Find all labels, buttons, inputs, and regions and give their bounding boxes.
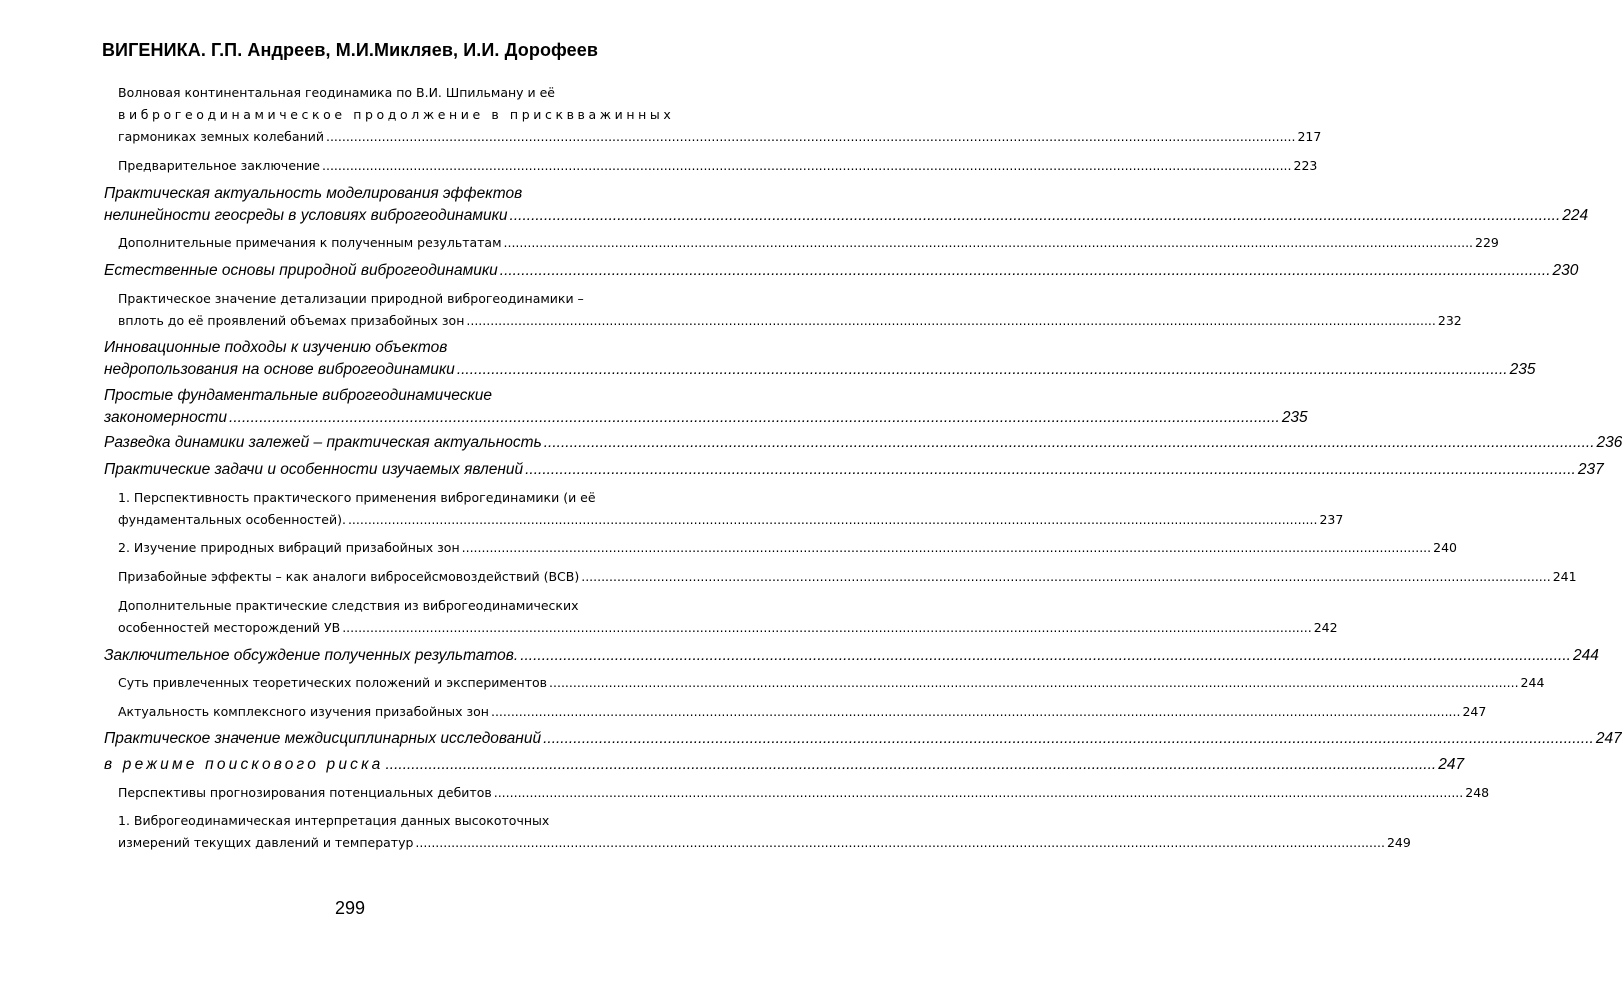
toc-page-number: 235 [1281, 409, 1308, 426]
toc-entry-line: Дополнительные практические следствия из виброгеодинамических [118, 598, 579, 613]
toc-page-number: 244 [1520, 675, 1545, 690]
toc-entry-line: 1. Виброгеодинамическая интерпретация данных высокоточных [118, 813, 550, 828]
toc-entry-line: Инновационные подходы к изучению объектов [104, 339, 448, 356]
toc-entry[interactable] [118, 672, 1545, 694]
toc-entry[interactable] [118, 782, 1490, 804]
toc-entry-line: 1. Перспективность практического применения виброгединамики (и её [118, 490, 596, 505]
toc-entry-title: Естественные основы природной виброгеодинамики [104, 262, 498, 279]
toc-entry[interactable] [118, 232, 1499, 254]
toc-page-number: 247 [1462, 704, 1487, 719]
toc-entry-title: измерений текущих давлений и температур [118, 835, 414, 850]
toc-entry-title: Практическое значение междисциплинарных исследований [104, 730, 542, 747]
toc-page-number: 236 [1596, 434, 1622, 451]
toc-page-number: 241 [1552, 569, 1577, 584]
toc-page-number: 229 [1475, 235, 1499, 250]
toc-leader-dots [415, 832, 1385, 854]
toc-page-number: 249 [1386, 835, 1411, 850]
toc-leader-dots [385, 754, 1436, 776]
toc-entry[interactable] [104, 183, 1589, 227]
toc-entry-line: Практическая актуальность моделирования эффектов [104, 185, 523, 202]
toc-entry-title: Практические задачи и особенности изучаемых явлений [104, 461, 524, 478]
toc-entry[interactable] [118, 537, 1457, 559]
toc-entry-line: Практическое значение детализации природной виброгеодинамики – [118, 291, 584, 306]
toc-leader-dots [326, 126, 1296, 148]
toc-entry-line: Простые фундаментальные виброгеодинамические [104, 387, 492, 404]
toc-page-number: 217 [1297, 129, 1322, 144]
toc-leader-dots [504, 232, 1474, 254]
toc-entry-title: Призабойные эффекты – как аналоги вибросейсмовоздействий (ВСВ) [118, 569, 580, 584]
toc-leader-dots [457, 359, 1508, 381]
toc-entry-title: 2. Изучение природных вибраций призабойных зон [118, 540, 460, 555]
toc-entry-title: недропользования на основе виброгеодинамики [104, 361, 455, 378]
toc-entry[interactable] [118, 595, 1338, 639]
toc-entry-title: нелинейности геосреды в условиях виброгеодинамики [104, 207, 508, 224]
toc-leader-dots [500, 260, 1551, 282]
toc-entry-title: Заключительное обсуждение полученных результатов. [104, 647, 519, 664]
toc-entry[interactable] [104, 728, 1622, 750]
toc-page-number: 240 [1433, 540, 1457, 555]
toc-leader-dots [466, 310, 1436, 332]
toc-entry-title: Актуальность комплексного изучения призабойных зон [118, 704, 489, 719]
toc-leader-dots [581, 566, 1551, 588]
toc-leader-dots [322, 155, 1292, 177]
toc-entry-title: Перспективы прогнозирования потенциальных дебитов [118, 785, 492, 800]
toc-entry[interactable] [118, 155, 1318, 177]
toc-leader-dots [229, 407, 1280, 429]
toc-leader-dots [520, 645, 1571, 667]
toc-entry[interactable] [118, 701, 1487, 723]
toc-leader-dots [462, 537, 1432, 559]
toc-entry[interactable] [118, 810, 1411, 854]
toc-page-number: 247 [1595, 730, 1622, 747]
toc-page-number: 247 [1438, 756, 1465, 773]
toc-entry[interactable] [104, 754, 1465, 776]
toc-page-number: 230 [1552, 262, 1579, 279]
page-number: 299 [334, 898, 366, 918]
toc-leader-dots [491, 701, 1461, 723]
toc-leader-dots [494, 782, 1464, 804]
toc-page-number: 224 [1562, 207, 1589, 224]
toc-leader-dots [543, 728, 1594, 750]
toc-page-number: 244 [1572, 647, 1599, 664]
toc-entry[interactable] [104, 645, 1599, 667]
toc-leader-dots [342, 617, 1312, 639]
toc-page-number: 237 [1577, 461, 1604, 478]
toc-entry[interactable] [104, 432, 1622, 454]
toc-entry[interactable] [118, 487, 1344, 531]
running-header: ВИГЕНИКА. Г.П. Андреев, М.И.Микляев, И.И. Дорофеев [101, 40, 599, 60]
toc-page-number: 237 [1319, 512, 1344, 527]
toc-entry-title: вплоть до её проявлений объемах призабойных зон [118, 313, 465, 328]
toc-entry-title: особенностей месторождений УВ [118, 620, 341, 635]
toc-leader-dots [348, 509, 1318, 531]
toc-entry-title: Дополнительные примечания к полученным результатам [118, 235, 502, 250]
toc-entry-line: Волновая континентальная геодинамика по В.И. Шпильману и её [118, 85, 555, 100]
toc-leader-dots [525, 459, 1576, 481]
toc-entry[interactable] [104, 385, 1308, 429]
toc-entry[interactable] [118, 82, 1322, 148]
toc-entry-title: Предварительное заключение [118, 158, 320, 173]
toc-leader-dots [549, 672, 1519, 694]
toc-entry[interactable] [104, 459, 1604, 481]
toc-page-number: 242 [1313, 620, 1338, 635]
toc-leader-dots [544, 432, 1595, 454]
toc-entry-line: виброгеодинамическое продолжение в присквважинных [118, 107, 675, 122]
toc-entry-title: Суть привлеченных теоретических положений и экспериментов [118, 675, 548, 690]
toc-entry-title: Разведка динамики залежей – практическая актуальность [104, 434, 542, 451]
toc-page-number: 248 [1465, 785, 1490, 800]
toc-leader-dots [510, 205, 1561, 227]
toc-entry[interactable] [118, 566, 1577, 588]
toc-entry[interactable] [104, 337, 1536, 381]
toc-entry-title: в режиме поискового риска [104, 756, 384, 773]
toc-page-number: 232 [1437, 313, 1462, 328]
toc-page-number: 235 [1509, 361, 1536, 378]
toc-entry-title: закономерности [104, 409, 228, 426]
toc-entry-title: гармониках земных колебаний [118, 129, 324, 144]
toc-entry[interactable] [118, 288, 1462, 332]
toc-page-number: 223 [1293, 158, 1318, 173]
toc-entry[interactable] [104, 260, 1579, 282]
toc-entry-title: фундаментальных особенностей). [118, 512, 346, 527]
